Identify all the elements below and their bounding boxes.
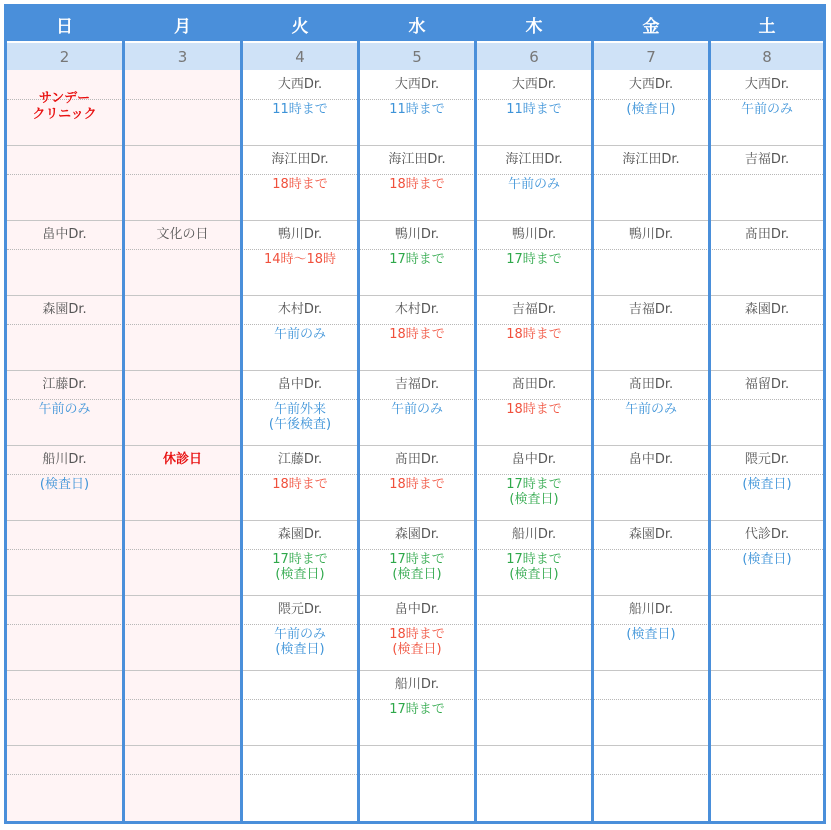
doctor-name: 大西Dr. <box>628 77 674 92</box>
border-left <box>4 4 7 824</box>
schedule-cell-fri-5 <box>594 377 708 417</box>
doctor-name: 鴨川Dr. <box>511 227 557 242</box>
schedule-cell-mon-3 <box>125 227 240 243</box>
doctor-name: 畠中Dr. <box>511 452 557 467</box>
schedule-note: 11時まで <box>506 102 562 117</box>
schedule-cell-sat-2 <box>711 152 823 168</box>
doctor-name: 文化の日 <box>156 227 209 242</box>
day-header-thu: 木 <box>477 7 591 41</box>
day-header-tue: 火 <box>243 7 357 41</box>
schedule-cell-sun-5 <box>7 377 122 417</box>
border-right <box>823 4 826 824</box>
date-tue: 4 <box>243 41 357 70</box>
schedule-cell-wed-9 <box>360 677 474 717</box>
day-header-fri: 金 <box>594 7 708 41</box>
schedule-cell-thu-4 <box>477 302 591 342</box>
schedule-cell-fri-6 <box>594 452 708 468</box>
doctor-name: 畠中Dr. <box>628 452 674 467</box>
schedule-note: (検査日) <box>742 477 792 492</box>
schedule-cell-sat-5 <box>711 377 823 393</box>
schedule-cell-thu-3 <box>477 227 591 267</box>
schedule-cell-tue-6 <box>243 452 357 492</box>
day-header-sun: 日 <box>7 7 122 41</box>
doctor-name: 大西Dr. <box>511 77 557 92</box>
schedule-cell-thu-1 <box>477 77 591 117</box>
column-saturday <box>711 4 823 824</box>
schedule-cell-sat-1 <box>711 77 823 117</box>
schedule-cell-thu-6 <box>477 452 591 507</box>
row-divider <box>7 670 823 671</box>
date-mon: 3 <box>125 41 240 70</box>
doctor-name: 船川Dr. <box>511 527 557 542</box>
schedule-cell-wed-5 <box>360 377 474 417</box>
doctor-name: 森園Dr. <box>42 302 87 317</box>
schedule-cell-sat-6 <box>711 452 823 492</box>
column-divider <box>122 4 125 824</box>
schedule-note: 11時まで <box>272 102 328 117</box>
schedule-cell-tue-7 <box>243 527 357 582</box>
row-divider <box>7 145 823 146</box>
schedule-cell-wed-6 <box>360 452 474 492</box>
schedule-cell-thu-7 <box>477 527 591 582</box>
schedule-cell-wed-4 <box>360 302 474 342</box>
doctor-name: 髙田Dr. <box>511 377 557 392</box>
schedule-cell-tue-3 <box>243 227 357 267</box>
doctor-name: 吉福Dr. <box>511 302 557 317</box>
doctor-name: 海江田Dr. <box>505 152 563 167</box>
doctor-name: 鴨川Dr. <box>628 227 674 242</box>
schedule-note: 午前のみ <box>507 177 560 192</box>
schedule-cell-fri-3 <box>594 227 708 243</box>
doctor-name: 福留Dr. <box>744 377 790 392</box>
doctor-name: 隈元Dr. <box>744 452 790 467</box>
column-divider <box>474 4 477 824</box>
doctor-name: 江藤Dr. <box>42 377 87 392</box>
doctor-name: 森園Dr. <box>394 527 440 542</box>
doctor-name: 海江田Dr. <box>388 152 446 167</box>
doctor-name: 大西Dr. <box>277 77 323 92</box>
date-fri: 7 <box>594 41 708 70</box>
schedule-note: 18時まで <box>389 327 445 342</box>
doctor-name: 船川Dr. <box>42 452 87 467</box>
schedule-note: 14時〜18時 <box>263 252 337 267</box>
schedule-note: 午前のみ <box>624 402 677 417</box>
schedule-cell-fri-7 <box>594 527 708 543</box>
schedule-note: 17時まで (検査日) <box>506 552 562 582</box>
date-sat: 8 <box>711 41 823 70</box>
border-bottom <box>4 821 826 824</box>
doctor-name: 畠中Dr. <box>394 602 440 617</box>
row-divider <box>7 445 823 446</box>
schedule-cell-fri-1 <box>594 77 708 117</box>
doctor-name: 木村Dr. <box>394 302 440 317</box>
doctor-name: 髙田Dr. <box>628 377 674 392</box>
date-sun: 2 <box>7 41 122 70</box>
schedule-cell-sat-7 <box>711 527 823 567</box>
doctor-name: 髙田Dr. <box>394 452 440 467</box>
column-divider <box>357 4 360 824</box>
schedule-note: (検査日) <box>626 102 676 117</box>
schedule-note: 午前のみ <box>38 402 91 417</box>
special-label: 休診日 <box>162 452 202 467</box>
doctor-name: 吉福Dr. <box>744 152 790 167</box>
schedule-cell-sun-6 <box>7 452 122 492</box>
schedule-note: 18時まで <box>506 327 562 342</box>
doctor-name: 畠中Dr. <box>277 377 323 392</box>
row-divider <box>7 220 823 221</box>
schedule-note: 17時まで (検査日) <box>506 477 562 507</box>
schedule-note: 17時まで <box>389 252 445 267</box>
day-header-mon: 月 <box>125 7 240 41</box>
doctor-name: 江藤Dr. <box>277 452 323 467</box>
schedule-cell-tue-2 <box>243 152 357 192</box>
schedule-note: 18時まで <box>389 477 445 492</box>
schedule-note: 午前のみ <box>740 102 793 117</box>
schedule-cell-fri-8 <box>594 602 708 642</box>
schedule-note: 18時まで <box>272 177 328 192</box>
schedule-cell-fri-4 <box>594 302 708 318</box>
column-divider <box>240 4 243 824</box>
schedule-cell-wed-3 <box>360 227 474 267</box>
row-divider <box>7 520 823 521</box>
schedule-cell-sun-3 <box>7 227 122 243</box>
special-label: サンデー クリニック <box>32 91 97 122</box>
schedule-note: (検査日) <box>39 477 90 492</box>
schedule-note: 11時まで <box>389 102 445 117</box>
date-wed: 5 <box>360 41 474 70</box>
doctor-name: 海江田Dr. <box>271 152 329 167</box>
column-monday <box>125 4 240 824</box>
schedule-cell-sat-4 <box>711 302 823 318</box>
doctor-name: 森園Dr. <box>277 527 323 542</box>
schedule-cell-thu-2 <box>477 152 591 192</box>
date-thu: 6 <box>477 41 591 70</box>
schedule-cell-wed-1 <box>360 77 474 117</box>
doctor-name: 海江田Dr. <box>622 152 680 167</box>
weekly-doctor-schedule <box>4 4 826 824</box>
row-dotted-divider <box>7 774 823 775</box>
doctor-name: 隈元Dr. <box>277 602 323 617</box>
doctor-name: 船川Dr. <box>628 602 674 617</box>
doctor-name: 大西Dr. <box>394 77 440 92</box>
doctor-name: 髙田Dr. <box>744 227 790 242</box>
column-divider <box>591 4 594 824</box>
schedule-cell-wed-7 <box>360 527 474 582</box>
doctor-name: 代診Dr. <box>744 527 790 542</box>
doctor-name: 船川Dr. <box>394 677 440 692</box>
doctor-name: 森園Dr. <box>628 527 674 542</box>
doctor-name: 鴨川Dr. <box>277 227 323 242</box>
border-top <box>4 4 826 7</box>
schedule-cell-tue-4 <box>243 302 357 342</box>
schedule-cell-wed-2 <box>360 152 474 192</box>
schedule-cell-sun-4 <box>7 302 122 318</box>
doctor-name: 吉福Dr. <box>394 377 440 392</box>
schedule-cell-sun-1 <box>7 77 122 123</box>
doctor-name: 大西Dr. <box>744 77 790 92</box>
schedule-cell-sat-3 <box>711 227 823 243</box>
schedule-note: (検査日) <box>626 627 676 642</box>
schedule-note: 17時まで (検査日) <box>389 552 445 582</box>
schedule-cell-tue-1 <box>243 77 357 117</box>
schedule-note: 午前のみ <box>273 327 326 342</box>
schedule-note: 18時まで (検査日) <box>389 627 445 657</box>
schedule-cell-thu-5 <box>477 377 591 417</box>
schedule-note: 午前のみ <box>390 402 443 417</box>
row-divider <box>7 745 823 746</box>
column-divider <box>708 4 711 824</box>
row-divider <box>7 370 823 371</box>
schedule-note: (検査日) <box>742 552 792 567</box>
schedule-cell-tue-5 <box>243 377 357 432</box>
row-divider <box>7 295 823 296</box>
schedule-note: 午前外来 (午後検査) <box>268 402 332 432</box>
schedule-note: 17時まで <box>506 252 562 267</box>
day-header-wed: 水 <box>360 7 474 41</box>
doctor-name: 木村Dr. <box>277 302 323 317</box>
doctor-name: 森園Dr. <box>744 302 790 317</box>
schedule-note: 17時まで <box>389 702 445 717</box>
schedule-note: 18時まで <box>389 177 445 192</box>
schedule-cell-fri-2 <box>594 152 708 168</box>
schedule-cell-mon-6 <box>125 452 240 468</box>
schedule-note: 18時まで <box>272 477 328 492</box>
doctor-name: 畠中Dr. <box>42 227 87 242</box>
schedule-note: 18時まで <box>506 402 562 417</box>
day-header-sat: 土 <box>711 7 823 41</box>
doctor-name: 吉福Dr. <box>628 302 674 317</box>
schedule-note: 17時まで (検査日) <box>272 552 328 582</box>
doctor-name: 鴨川Dr. <box>394 227 440 242</box>
schedule-cell-tue-8 <box>243 602 357 657</box>
row-divider <box>7 595 823 596</box>
schedule-note: 午前のみ (検査日) <box>273 627 326 657</box>
schedule-cell-wed-8 <box>360 602 474 657</box>
